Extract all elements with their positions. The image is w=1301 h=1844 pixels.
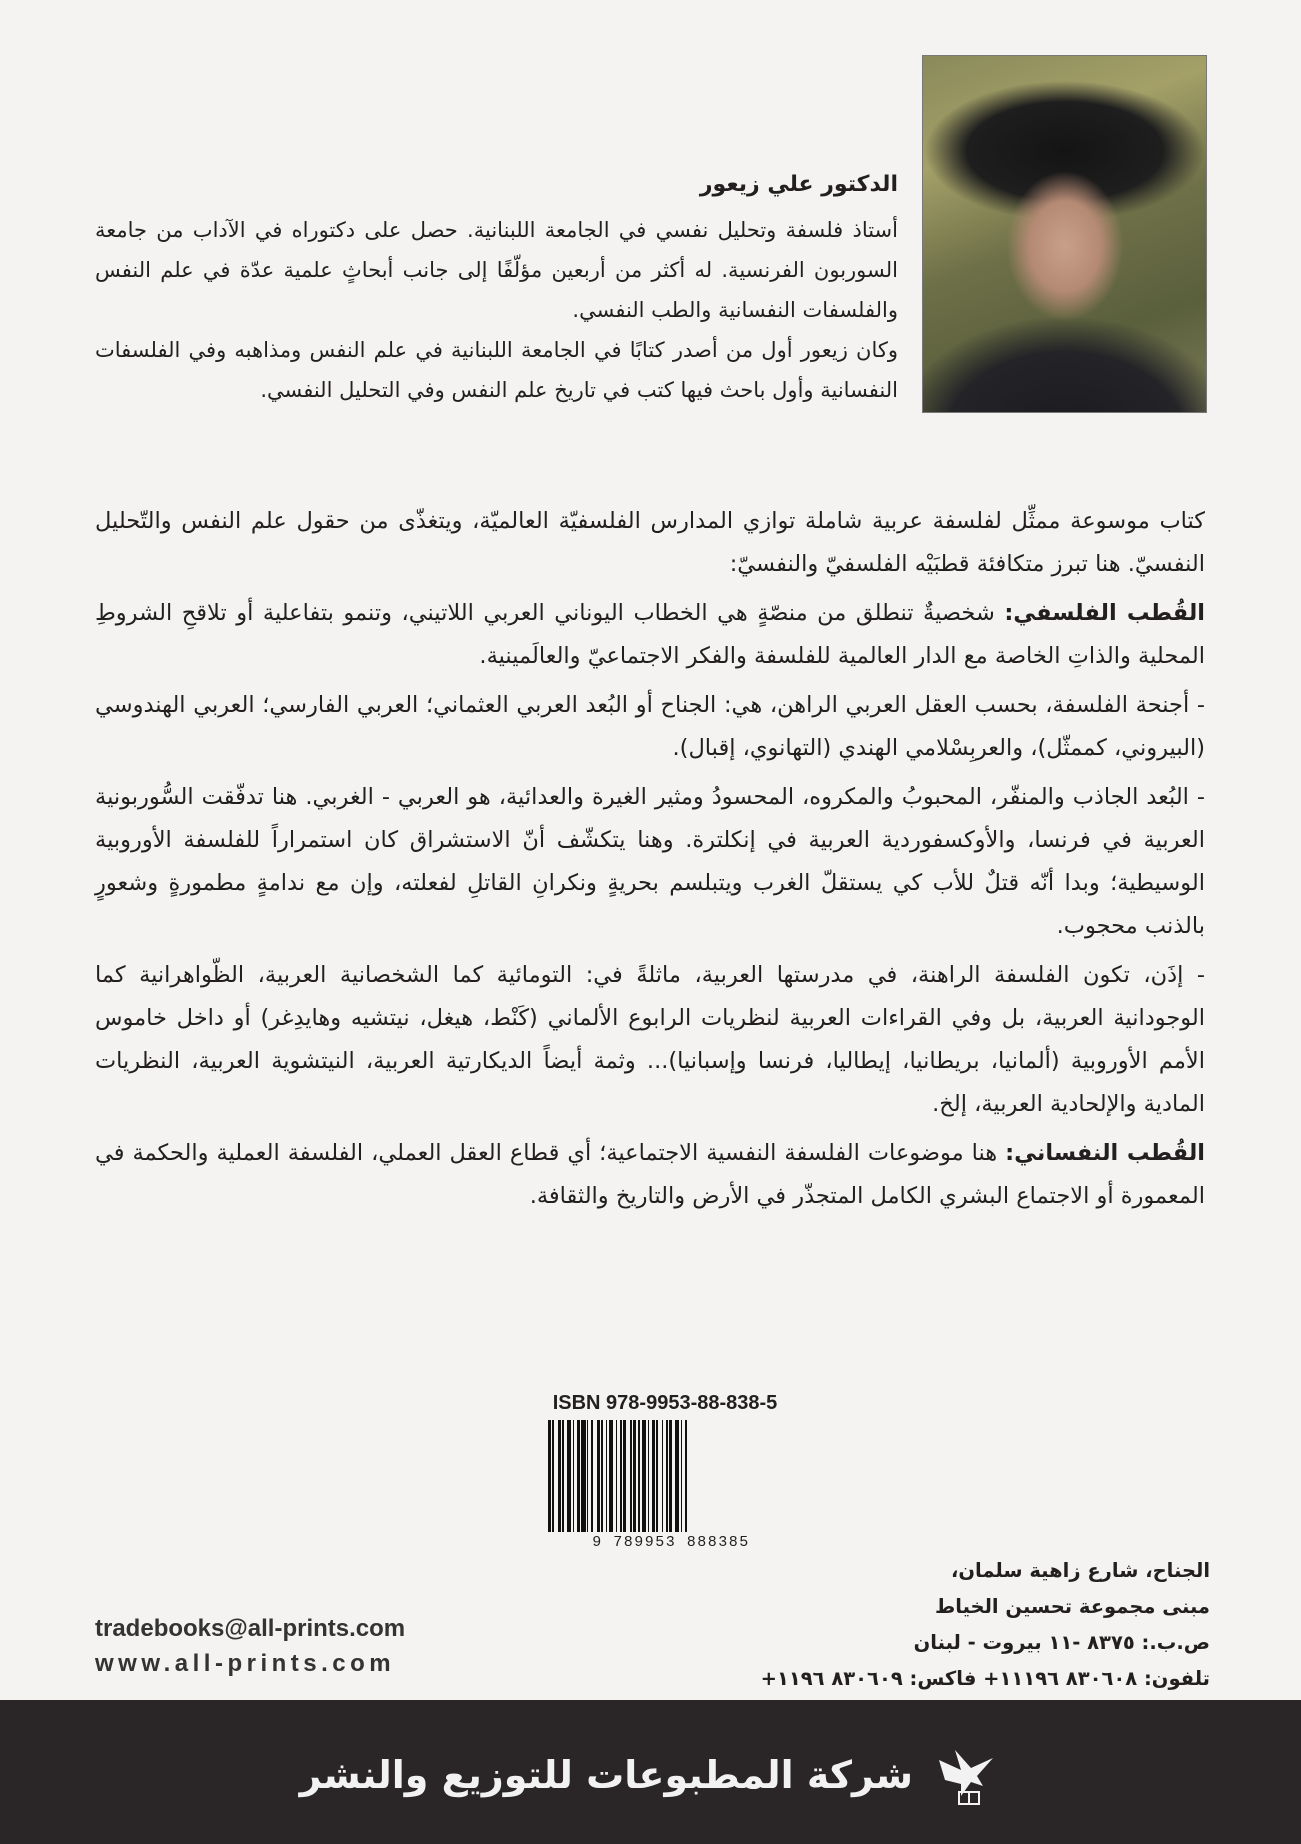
publisher-address (760, 1553, 1210, 1697)
pole-psychological-text: هنا موضوعات الفلسفة النفسية الاجتماعية؛ أي قطاع العقل العملي، الفلسفة العملية والحكمة في المعمورة أو الاجتماع البشري الكامل المتجذّر في الأرض والتاريخ والثقافة. (95, 1140, 1205, 1209)
website-link[interactable]: www.all-prints.com (95, 1650, 396, 1677)
pole-philosophical-text: شخصيةٌ تنطلق من منصّةٍ هي الخطاب اليوناني العربي اللاتيني، وتنمو بتفاعلية أو تلاقحِ الشروطِ المحلية والذاتِ الخاصة مع الدار العالمية للفلسفة والفكر الاجتماعيّ والعالَمينية. (95, 600, 1205, 669)
pole-philosophical-paragraph (95, 592, 1205, 678)
bullet-arab-western: - البُعد الجاذب والمنفّر، المحبوبُ والمكروه، المحسودُ ومثير الغيرة والعدائية، هو العربي - الغربي. هنا تدفّقت السُّوربونية العربية في فرنسا، والأوكسفوردية العربية في إنكلترة. وهنا يتكشّف أنّ الاستشراق كان استمراراً للفلسفة الأوروبية الوسيطية؛ وبدا أنّه قتلٌ للأب كي يستقلّ الغرب ويتبلسم بحريةٍ ونكرانِ القاتلِ لفعلته، وإن مع ندامةٍ مطمورةٍ وشعورٍ بالذنب محجوب. (95, 784, 1205, 939)
author-photo (922, 55, 1207, 413)
bullet-contemporary: - إذَن، تكون الفلسفة الراهنة، في مدرستها العربية، ماثلةً في: التومائية كما الشخصانية العربية، الظّواهرانية كما الوجودانية العربية، بل وفي القراءات العربية لنظريات الرابوع الألماني (كَنْط، هيغل، نيتشيه وهايدِغر) أو داخل خاموس الأمم الأوروبية (ألمانيا، بريطانيا، إيطاليا، فرنسا وإسبانيا)... وثمة أيضاً الديكارتية العربية، النيتشوية العربية، النظريات المادية والإلحادية العربية، إلخ. (95, 962, 1205, 1117)
bio-paragraph-2: وكان زيعور أول من أصدر كتابًا في الجامعة اللبنانية في علم النفس ومذاهبه وفي الفلسفات النفسانية وأول باحث فيها كتب في تاريخ علم النفس وفي التحليل النفسي. (95, 338, 898, 402)
address-line-2: مبنى مجموعة تحسين الخياط (935, 1595, 1210, 1618)
barcode-bar (687, 1420, 690, 1532)
email-link[interactable]: tradebooks@all-prints.com (95, 1615, 406, 1642)
pole-psychological-label: القُطب النفساني: (1005, 1140, 1205, 1166)
intro-paragraph: كتاب موسوعة ممثِّل لفلسفة عربية شاملة توازي المدارس الفلسفيّة العالميّة، ويتغذّى من حقول علم النفس والتّحليل النفسيّ. هنا تبرز متكافئة قطبَيْه الفلسفيّ والنفسيّ: (95, 508, 1205, 577)
barcode (548, 1420, 798, 1532)
author-bio (95, 170, 898, 410)
barcode-digits: 9 789953 888385 (592, 1534, 750, 1551)
book-description (95, 500, 1205, 1224)
bullet-wings: - أجنحة الفلسفة، بحسب العقل العربي الراهن، هي: الجناح أو البُعد العربي العثماني؛ العربي الفارسي؛ العربي الهندوسي (البيروني، كممثّل)، والعربِسْلامي الهندي (التهانوي، إقبال). (95, 692, 1205, 761)
pole-philosophical-label: القُطب الفلسفي: (1004, 600, 1205, 626)
publisher-contact (95, 1612, 515, 1682)
pole-psychological-paragraph (95, 1132, 1205, 1218)
publisher-name: شركة المطبوعات للتوزيع والنشر (299, 1753, 913, 1797)
bio-paragraph-1: أستاذ فلسفة وتحليل نفسي في الجامعة اللبنانية. حصل على دكتوراه في الآداب من جامعة السوربون الفرنسية. له أكثر من أربعين مؤلّفًا إلى جانب أبحاثٍ علمية عدّة في علم النفس والفلسفات النفسانية والطب النفسي. (95, 218, 898, 322)
author-name: الدكتور علي زيعور (699, 172, 898, 197)
address-line-4: تلفون: ٨٣٠٦٠٨ ١١١٩٦+ فاكس: ٨٣٠٦٠٩ ١١٩٦+ (760, 1667, 1210, 1690)
address-line-3: ص.ب.: ٨٣٧٥ -١١ بيروت - لبنان (913, 1631, 1210, 1654)
isbn-label: ISBN 978-9953-88-838-5 (552, 1392, 778, 1414)
address-line-1: الجناح، شارع زاهية سلمان، (950, 1559, 1210, 1582)
publisher-footer (0, 1700, 1301, 1844)
bird-logo-icon (931, 1740, 1001, 1810)
